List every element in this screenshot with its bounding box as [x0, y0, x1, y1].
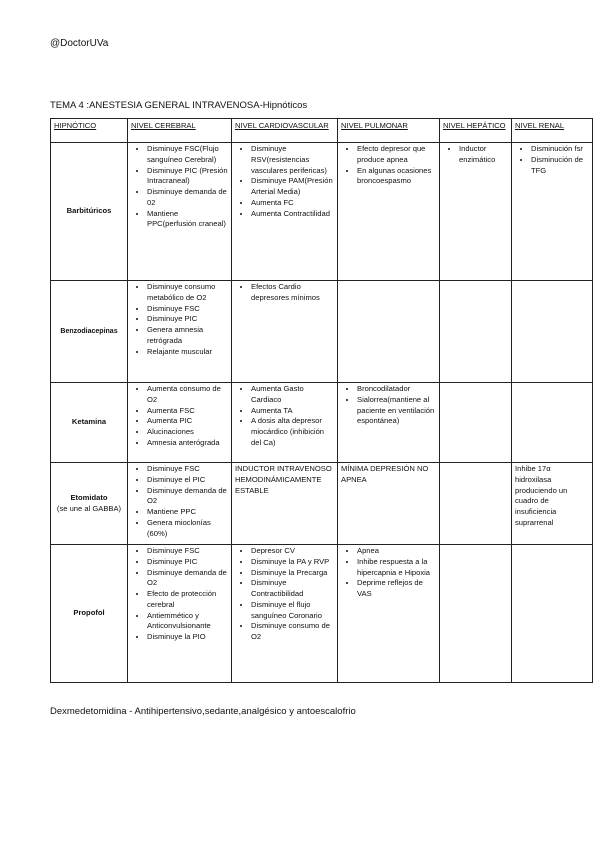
table-row — [51, 383, 593, 463]
header-cerebral: NIVEL CEREBRAL — [128, 119, 232, 143]
cell-cerebral — [128, 143, 232, 281]
cell-pulmonar — [338, 143, 440, 281]
row-name: Barbitúricos — [51, 143, 128, 281]
hypnotics-table — [50, 118, 593, 683]
list-item: • Disminuye consumo de O2 — [251, 621, 334, 643]
list-item: • Disminuye FSC(Flujo sanguíneo Cerebral) — [147, 144, 228, 166]
cell-hepatico — [440, 383, 512, 463]
list-item: • A dosis alta depresor miocárdico (inhibición del Ca) — [251, 416, 334, 448]
cell-cerebral — [128, 463, 232, 545]
table-header-row — [51, 119, 593, 143]
list-item: • Genera mioclonías (60%) — [147, 518, 228, 540]
list-item: • Disminuye RSV(resistencias vasculares perifericas) — [251, 144, 334, 176]
table-row — [51, 545, 593, 683]
list-item: • Genera amnesia retrógrada — [147, 325, 228, 347]
cell-renal — [512, 545, 593, 683]
list-item: • Efecto de protección cerebral — [147, 589, 228, 611]
list-item: • Broncodilatador — [357, 384, 436, 395]
cell-pulmonar — [338, 383, 440, 463]
cell-pulmonar — [338, 281, 440, 383]
header-hepatico: NIVEL HEPÁTICO — [440, 119, 512, 143]
list-item: • Inhibe respuesta a la hipercapnia e Hipoxia — [357, 557, 436, 579]
list-item: • Alucinaciones — [147, 427, 228, 438]
cell-renal — [512, 143, 593, 281]
list-item: • Antiemmético y Anticonvulsionante — [147, 611, 228, 633]
header-cardiovascular: NIVEL CARDIOVASCULAR — [232, 119, 338, 143]
header-hipnotico: HIPNÓTICO — [51, 119, 128, 143]
list-item: • Disminuye Contractibilidad — [251, 578, 334, 600]
list-item: • Mantiene PPC — [147, 507, 228, 518]
list-item: • Aumenta FC — [251, 198, 334, 209]
cell-cerebral — [128, 383, 232, 463]
cell-pulmonar — [338, 463, 440, 545]
cell-pulmonar — [338, 545, 440, 683]
list-item: • Inductor enzimático — [459, 144, 508, 166]
row-name-note: (se une al GABBA) — [56, 503, 122, 513]
author-handle: @DoctorUVa — [50, 38, 109, 49]
cell-text: INDUCTOR INTRAVENOSO HEMODINÁMICAMENTE ESTABLE — [235, 464, 332, 495]
list-item: • Disminuye PIC — [147, 557, 228, 568]
cell-hepatico — [440, 463, 512, 545]
cell-hepatico — [440, 545, 512, 683]
list-item: • Deprime reflejos de VAS — [357, 578, 436, 600]
list-item: • Disminuye PAM(Presión Arterial Media) — [251, 176, 334, 198]
list-item: • Aumenta PIC — [147, 416, 228, 427]
list-item: • En algunas ocasiones broncoespasmo — [357, 166, 436, 188]
list-item: • Aumenta Contractilidad — [251, 209, 334, 220]
list-item: • Disminuye demanda de 02 — [147, 187, 228, 209]
list-item: • Apnea — [357, 546, 436, 557]
page-title: TEMA 4 :ANESTESIA GENERAL INTRAVENOSA-Hipnóticos — [50, 100, 308, 111]
table-row — [51, 281, 593, 383]
list-item: • Relajante muscular — [147, 347, 228, 358]
list-item: • Disminuye demanda de O2 — [147, 568, 228, 590]
cell-text: Inhibe 17α hidroxilasa produciendo un cuadro de insuficiencia suprarrenal — [515, 464, 568, 527]
table-row — [51, 463, 593, 545]
cell-text: MÍNIMA DEPRESIÓN NO APNEA — [341, 464, 429, 484]
list-item: • Disminuye demanda de O2 — [147, 486, 228, 508]
cell-renal — [512, 463, 593, 545]
list-item: • Disminuye la PIO — [147, 632, 228, 643]
list-item: • Aumenta TA — [251, 406, 334, 417]
cell-cardio — [232, 383, 338, 463]
list-item: • Disminuye FSC — [147, 546, 228, 557]
cell-cardio — [232, 463, 338, 545]
list-item: • Disminuye el PIC — [147, 475, 228, 486]
footer-note: Dexmedetomidina - Antihipertensivo,sedante,analgésico y antoescalofrio — [50, 706, 356, 717]
cell-renal — [512, 383, 593, 463]
header-pulmonar: NIVEL PULMONAR — [338, 119, 440, 143]
header-renal: NIVEL RENAL — [512, 119, 593, 143]
row-name-cell — [51, 463, 128, 545]
cell-hepatico — [440, 281, 512, 383]
cell-hepatico — [440, 143, 512, 281]
row-name: Etomidato — [70, 492, 108, 502]
list-item: • Disminuye la PA y RVP — [251, 557, 334, 568]
list-item: • Efecto depresor que produce apnea — [357, 144, 436, 166]
list-item: • Efectos Cardio depresores mínimos — [251, 282, 334, 304]
list-item: • Disminuye PIC — [147, 314, 228, 325]
list-item: • Disminuye PIC (Presión Intracraneal) — [147, 166, 228, 188]
list-item: • Sialorrea(mantiene al paciente en ventilación espontánea) — [357, 395, 436, 427]
cell-cardio — [232, 281, 338, 383]
cell-cerebral — [128, 545, 232, 683]
list-item: • Amnesia anterógrada — [147, 438, 228, 449]
cell-cardio — [232, 545, 338, 683]
cell-renal — [512, 281, 593, 383]
list-item: • Disminuye la Precarga — [251, 568, 334, 579]
row-name: Ketamina — [51, 383, 128, 463]
list-item: • Disminución fsr — [531, 144, 589, 155]
list-item: • Depresor CV — [251, 546, 334, 557]
list-item: • Disminución de TFG — [531, 155, 589, 177]
cell-cerebral — [128, 281, 232, 383]
cell-cardio — [232, 143, 338, 281]
list-item: • Aumenta FSC — [147, 406, 228, 417]
list-item: • Aumenta consumo de O2 — [147, 384, 228, 406]
list-item: • Mantiene PPC(perfusión craneal) — [147, 209, 228, 231]
row-name: Benzodiacepinas — [51, 281, 128, 383]
table-row — [51, 143, 593, 281]
list-item: • Disminuye FSC — [147, 464, 228, 475]
list-item: • Disminuye consumo metabólico de O2 — [147, 282, 228, 304]
row-name: Propofol — [51, 545, 128, 683]
list-item: • Aumenta Gasto Cardiaco — [251, 384, 334, 406]
list-item: • Disminuye el flujo sanguíneo Coronario — [251, 600, 334, 622]
list-item: • Disminuye FSC — [147, 304, 228, 315]
